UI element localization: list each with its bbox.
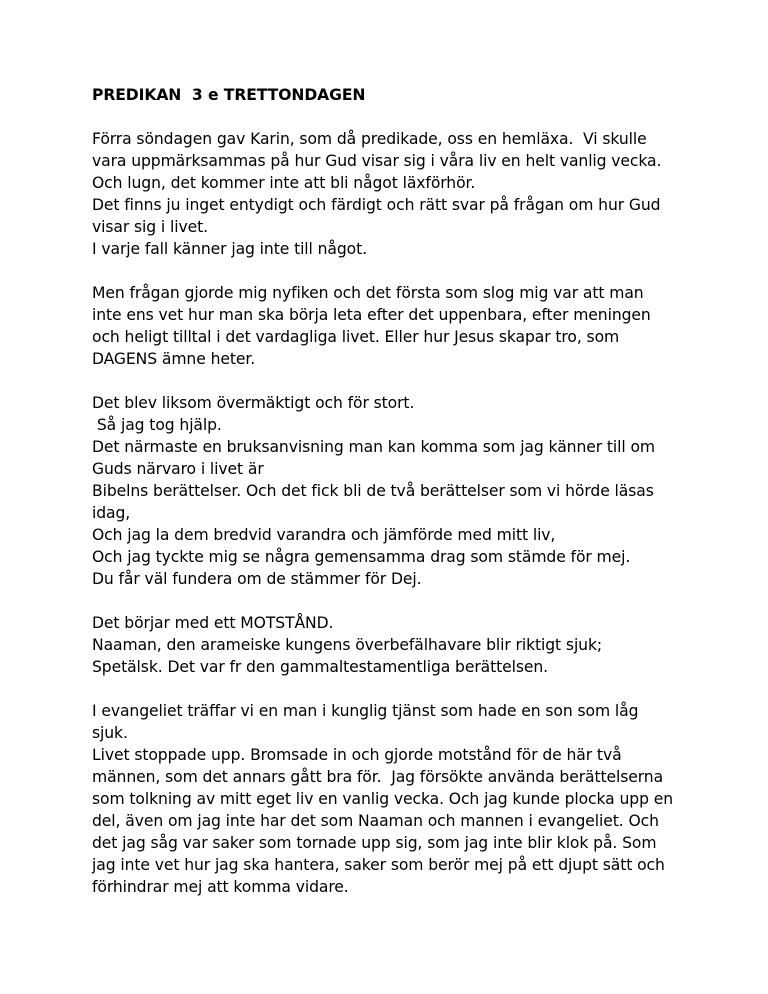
text-line: Det blev liksom övermäktigt och för stort.	[92, 394, 415, 412]
paragraph-3	[92, 392, 682, 590]
text-line: Och jag tyckte mig se några gemensamma drag som stämde för mej.	[92, 548, 631, 566]
text-line: Och jag la dem bredvid varandra och jämförde med mitt liv,	[92, 526, 556, 544]
text-line: visar sig i livet.	[92, 218, 208, 236]
text-line: det jag såg var saker som tornade upp sig, som jag inte blir klok på. Som	[92, 834, 657, 852]
document-page	[92, 84, 682, 920]
text-line: Förra söndagen gav Karin, som då predikade, oss en hemläxa. Vi skulle	[92, 130, 647, 148]
text-line: idag,	[92, 504, 131, 522]
paragraph-5	[92, 700, 682, 898]
text-line: Spetälsk. Det var fr den gammaltestamentliga berättelsen.	[92, 658, 549, 676]
text-line: del, även om jag inte har det som Naaman och mannen i evangeliet. Och	[92, 812, 659, 830]
paragraph-1	[92, 128, 682, 260]
text-line: Bibelns berättelser. Och det fick bli de två berättelser som vi hörde läsas	[92, 482, 654, 500]
text-line: Det finns ju inget entydigt och färdigt och rätt svar på frågan om hur Gud	[92, 196, 661, 214]
text-line: som tolkning av mitt eget liv en vanlig vecka. Och jag kunde plocka upp en	[92, 790, 674, 808]
text-line: vara uppmärksammas på hur Gud visar sig i våra liv en helt vanlig vecka.	[92, 152, 662, 170]
text-line: Livet stoppade upp. Bromsade in och gjorde motstånd för de här två	[92, 746, 622, 764]
text-line: I evangeliet träffar vi en man i kunglig tjänst som hade en son som låg	[92, 702, 639, 720]
document-title: PREDIKAN 3 e TRETTONDAGEN	[92, 86, 366, 104]
text-line: Så jag tog hjälp.	[92, 416, 222, 434]
text-line: Naaman, den arameiske kungens överbefälhavare blir riktigt sjuk;	[92, 636, 603, 654]
text-line: Guds närvaro i livet är	[92, 460, 264, 478]
text-line: DAGENS ämne heter.	[92, 350, 256, 368]
text-line: och heligt tilltal i det vardagliga livet. Eller hur Jesus skapar tro, som	[92, 328, 620, 346]
text-line: förhindrar mej att komma vidare.	[92, 878, 349, 896]
text-line: Du får väl fundera om de stämmer för Dej.	[92, 570, 422, 588]
text-line: jag inte vet hur jag ska hantera, saker som berör mej på ett djupt sätt och	[92, 856, 665, 874]
text-line: inte ens vet hur man ska börja leta efter det uppenbara, efter meningen	[92, 306, 651, 324]
paragraph-4	[92, 612, 682, 678]
text-line: sjuk.	[92, 724, 128, 742]
text-line: Det närmaste en bruksanvisning man kan komma som jag känner till om	[92, 438, 655, 456]
text-line: Det börjar med ett MOTSTÅND.	[92, 614, 334, 632]
text-line: Men frågan gjorde mig nyfiken och det första som slog mig var att man	[92, 284, 644, 302]
paragraph-2	[92, 282, 682, 370]
text-line: I varje fall känner jag inte till något.	[92, 240, 367, 258]
text-line: Och lugn, det kommer inte att bli något läxförhör.	[92, 174, 476, 192]
text-line: männen, som det annars gått bra för. Jag försökte använda berättelserna	[92, 768, 664, 786]
